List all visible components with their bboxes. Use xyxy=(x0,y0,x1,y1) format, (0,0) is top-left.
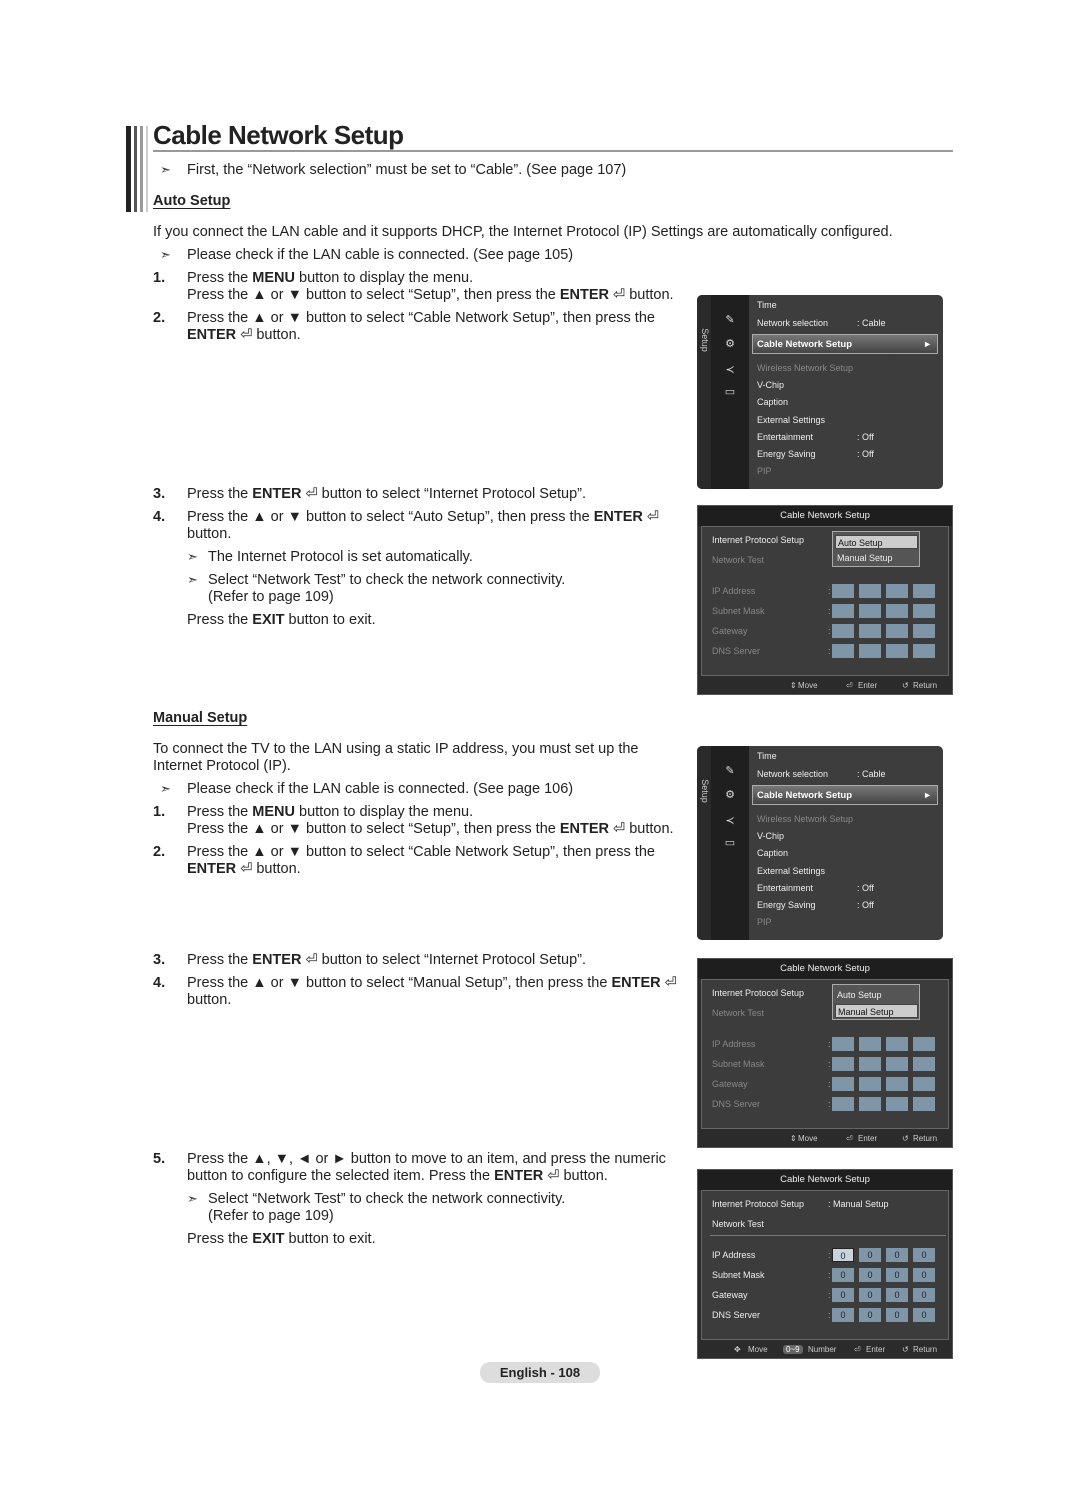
gateway-octet xyxy=(886,624,908,638)
colon: : xyxy=(828,606,831,616)
gateway-octet xyxy=(886,1077,908,1091)
menu-item-wireless[interactable]: Wireless Network Setup xyxy=(757,814,854,824)
m-step1-line2: Press the ▲ or ▼ button to select “Setup”, then press the ENTER ⏎ button. xyxy=(187,821,674,837)
menu-item-time[interactable]: Time xyxy=(757,300,777,310)
enter-icon: ⏎ xyxy=(646,509,660,525)
footer-return: Return xyxy=(913,1345,938,1354)
dns-octet xyxy=(859,1097,881,1111)
enter-icon: ⏎ xyxy=(846,681,853,690)
step-number: 4. xyxy=(153,975,166,991)
m-step2-line2: ENTER ⏎ button. xyxy=(187,861,301,877)
dns-octet xyxy=(832,644,854,658)
panel-title: Cable Network Setup xyxy=(698,959,952,979)
network-setup-panel-manual xyxy=(697,1169,953,1359)
ip-setup-value: : Manual Setup xyxy=(828,1199,889,1209)
gear-icon: ⚙ xyxy=(725,338,735,350)
input-icon: ▭ xyxy=(724,386,736,398)
step-number: 2. xyxy=(153,310,166,326)
gateway-octet xyxy=(913,624,935,638)
enter-icon: ⏎ xyxy=(613,821,626,837)
subnet-octet-input[interactable]: 0 xyxy=(886,1268,908,1282)
gateway-octet-input[interactable]: 0 xyxy=(859,1288,881,1302)
title-decoration-bar xyxy=(126,126,148,212)
move-icon: ✥ xyxy=(734,1345,741,1354)
footer-move: Move xyxy=(798,681,818,690)
menu-value: : Off xyxy=(857,449,874,459)
note-arrow-icon: ➣ xyxy=(160,247,171,262)
dns-octet-input[interactable]: 0 xyxy=(886,1308,908,1322)
panel-title: Cable Network Setup xyxy=(698,1170,952,1190)
gateway-label: Gateway xyxy=(712,1079,748,1089)
ip-setup-label[interactable]: Internet Protocol Setup xyxy=(712,988,805,998)
dns-octet xyxy=(832,1097,854,1111)
gateway-octet xyxy=(832,624,854,638)
note-arrow-icon: ➣ xyxy=(187,572,198,587)
menu-item-vchip[interactable]: V-Chip xyxy=(757,831,785,841)
network-test-label[interactable]: Network Test xyxy=(712,555,764,565)
intro-note: First, the “Network selection” must be set to “Cable”. (See page 107) xyxy=(187,162,627,178)
gateway-octet-input[interactable]: 0 xyxy=(886,1288,908,1302)
auto-note: Please check if the LAN cable is connected. (See page 105) xyxy=(187,247,574,263)
m-step5-line1: Press the ▲, ▼, ◄ or ► button to move to an item, and press the numeric xyxy=(187,1151,666,1167)
gateway-label: Gateway xyxy=(712,626,748,636)
input-icon: ▭ xyxy=(724,837,736,849)
ip-octet xyxy=(913,1037,935,1051)
ip-octet-input[interactable]: 0 xyxy=(913,1248,935,1262)
chevron-right-icon: ► xyxy=(923,790,932,800)
picture-icon: ✎ xyxy=(725,765,735,777)
note-arrow-icon: ➣ xyxy=(160,162,171,177)
gateway-octet xyxy=(859,624,881,638)
menu-item-energy[interactable]: Energy Saving xyxy=(757,449,816,459)
colon: : xyxy=(828,1270,831,1280)
ip-octet-input[interactable]: 0 xyxy=(886,1248,908,1262)
colon: : xyxy=(828,1039,831,1049)
subnet-octet xyxy=(832,604,854,618)
step-number: 4. xyxy=(153,509,166,525)
m-step5-line2: button to configure the selected item. Press the ENTER ⏎ button. xyxy=(187,1168,608,1184)
colon: : xyxy=(828,1079,831,1089)
footer-move: Move xyxy=(748,1345,768,1354)
step1-line2: Press the ▲ or ▼ button to select “Setup”, then press the ENTER ⏎ button. xyxy=(187,287,674,303)
menu-item-external[interactable]: External Settings xyxy=(757,866,826,876)
panel-footer xyxy=(698,676,952,694)
menu-item-energy[interactable]: Energy Saving xyxy=(757,900,816,910)
panel-body xyxy=(701,526,949,676)
footer-move: Move xyxy=(798,1134,818,1143)
ip-octet xyxy=(886,1037,908,1051)
footer-enter: Enter xyxy=(866,1345,886,1354)
manual-note-2-ref: (Refer to page 109) xyxy=(208,1208,334,1224)
setup-menu-screen xyxy=(697,295,943,489)
panel-footer xyxy=(698,1129,952,1147)
ip-octet xyxy=(832,584,854,598)
subnet-label: Subnet Mask xyxy=(712,606,765,616)
ip-address-label: IP Address xyxy=(712,586,756,596)
ip-octet xyxy=(859,584,881,598)
title-divider xyxy=(153,150,953,152)
subnet-octet xyxy=(859,1057,881,1071)
auto-setup-heading: Auto Setup xyxy=(153,193,231,209)
subnet-octet xyxy=(913,604,935,618)
colon: : xyxy=(828,586,831,596)
page-number-badge: English - 108 xyxy=(480,1362,600,1383)
menu-item-pip[interactable]: PIP xyxy=(757,466,772,476)
menu-item-caption[interactable]: Caption xyxy=(757,848,789,858)
dns-octet xyxy=(886,644,908,658)
option-manual-setup[interactable]: Manual Setup xyxy=(837,553,893,563)
ip-setup-dropdown[interactable] xyxy=(832,984,920,1020)
gateway-octet-input[interactable]: 0 xyxy=(913,1288,935,1302)
gear-icon: ⚙ xyxy=(725,789,735,801)
network-setup-panel xyxy=(697,505,953,695)
footer-return: Return xyxy=(913,1134,938,1143)
menu-item-cable-network-setup[interactable]: Cable Network Setup ► xyxy=(752,334,938,354)
page-title: Cable Network Setup xyxy=(153,120,404,150)
menu-side xyxy=(697,746,711,940)
menu-side xyxy=(697,295,711,489)
colon: : xyxy=(828,1290,831,1300)
manual-description-2: Internet Protocol (IP). xyxy=(153,758,291,774)
menu-item-caption[interactable]: Caption xyxy=(757,397,789,407)
menu-item-entertainment[interactable]: Entertainment xyxy=(757,883,814,893)
m-step1-line1: Press the MENU button to display the menu. xyxy=(187,804,474,820)
divider xyxy=(710,1235,946,1236)
return-icon: ↺ xyxy=(902,1345,909,1354)
return-icon: ↺ xyxy=(902,1134,909,1143)
footer-number: Number xyxy=(808,1345,837,1354)
option-manual-setup[interactable]: Manual Setup xyxy=(835,1004,918,1018)
step3-line: Press the ENTER ⏎ button to select “Internet Protocol Setup”. xyxy=(187,486,587,502)
panel-body xyxy=(701,1190,949,1340)
note-arrow-icon: ➣ xyxy=(187,549,198,564)
step-number: 3. xyxy=(153,952,166,968)
network-test-label[interactable]: Network Test xyxy=(712,1008,764,1018)
m-step2-line1: Press the ▲ or ▼ button to select “Cable Network Setup”, then press the xyxy=(187,844,655,860)
ip-octet xyxy=(913,584,935,598)
gateway-octet-input[interactable]: 0 xyxy=(832,1288,854,1302)
step4-line1: Press the ▲ or ▼ button to select “Auto Setup”, then press the ENTER ⏎ xyxy=(187,509,660,525)
exit-instruction: Press the EXIT button to exit. xyxy=(187,612,376,628)
network-setup-panel xyxy=(697,958,953,1148)
move-icon: ⇕ xyxy=(790,681,797,690)
gateway-label[interactable]: Gateway xyxy=(712,1290,748,1300)
subnet-octet xyxy=(913,1057,935,1071)
colon: : xyxy=(828,1250,831,1260)
gateway-octet xyxy=(832,1077,854,1091)
footer-enter: Enter xyxy=(858,1134,878,1143)
footer-return: Return xyxy=(913,681,938,690)
note-arrow-icon: ➣ xyxy=(187,1191,198,1206)
subnet-octet xyxy=(886,604,908,618)
ip-setup-dropdown[interactable] xyxy=(832,531,920,567)
setup-menu-screen xyxy=(697,746,943,940)
step2-line1: Press the ▲ or ▼ button to select “Cable Network Setup”, then press the xyxy=(187,310,655,326)
dns-octet xyxy=(886,1097,908,1111)
auto-description: If you connect the LAN cable and it supports DHCP, the Internet Protocol (IP) Settings are automatically configured. xyxy=(153,224,893,240)
gateway-octet xyxy=(913,1077,935,1091)
subnet-label[interactable]: Subnet Mask xyxy=(712,1270,765,1280)
dns-label: DNS Server xyxy=(712,646,761,656)
dns-octet xyxy=(913,1097,935,1111)
menu-value: : Cable xyxy=(857,769,886,779)
menu-item-network-selection[interactable]: Network selection xyxy=(757,318,829,328)
manual-note-2: Select “Network Test” to check the network connectivity. xyxy=(208,1191,566,1207)
ip-address-label[interactable]: IP Address xyxy=(712,1250,756,1260)
menu-value: : Off xyxy=(857,900,874,910)
menu-item-cable-network-setup[interactable]: Cable Network Setup ► xyxy=(752,785,938,805)
network-test-label[interactable]: Network Test xyxy=(712,1219,764,1229)
m-step4-line1: Press the ▲ or ▼ button to select “Manual Setup”, then press the ENTER ⏎ xyxy=(187,975,677,991)
dns-octet xyxy=(859,644,881,658)
enter-icon: ⏎ xyxy=(846,1134,853,1143)
ip-octet xyxy=(832,1037,854,1051)
ip-octet-input[interactable]: 0 xyxy=(859,1248,881,1262)
dns-octet xyxy=(913,644,935,658)
sound-icon: ≺ xyxy=(725,364,735,376)
subnet-octet-input[interactable]: 0 xyxy=(913,1268,935,1282)
dns-octet-input[interactable]: 0 xyxy=(832,1308,854,1322)
menu-value: : Cable xyxy=(857,318,886,328)
dns-label: DNS Server xyxy=(712,1099,761,1109)
subnet-octet xyxy=(886,1057,908,1071)
auto-note-2-ref: (Refer to page 109) xyxy=(208,589,334,605)
ip-setup-label[interactable]: Internet Protocol Setup xyxy=(712,1199,805,1209)
step-number: 3. xyxy=(153,486,166,502)
subnet-octet-input[interactable]: 0 xyxy=(859,1268,881,1282)
panel-title: Cable Network Setup xyxy=(698,506,952,526)
menu-item-vchip[interactable]: V-Chip xyxy=(757,380,785,390)
menu-item-wireless[interactable]: Wireless Network Setup xyxy=(757,363,854,373)
m-exit-instruction: Press the EXIT button to exit. xyxy=(187,1231,376,1247)
menu-item-network-selection[interactable]: Network selection xyxy=(757,769,829,779)
step2-line2: ENTER ⏎ button. xyxy=(187,327,301,343)
m-step4-line2: button. xyxy=(187,992,232,1008)
sound-icon: ≺ xyxy=(725,815,735,827)
panel-body xyxy=(701,979,949,1129)
dns-octet-input[interactable]: 0 xyxy=(913,1308,935,1322)
colon: : xyxy=(828,1059,831,1069)
ip-octet xyxy=(886,584,908,598)
menu-item-pip[interactable]: PIP xyxy=(757,917,772,927)
colon: : xyxy=(828,646,831,656)
auto-note-2: Select “Network Test” to check the network connectivity. xyxy=(208,572,566,588)
enter-icon: ⏎ xyxy=(305,486,318,502)
step1-line1: Press the MENU button to display the menu. xyxy=(187,270,474,286)
ip-octet-input[interactable]: 0 xyxy=(832,1248,854,1262)
enter-icon: ⏎ xyxy=(240,327,253,343)
dns-octet-input[interactable]: 0 xyxy=(859,1308,881,1322)
enter-icon: ⏎ xyxy=(305,952,318,968)
menu-item-time[interactable]: Time xyxy=(757,751,777,761)
enter-icon: ⏎ xyxy=(547,1168,560,1184)
menu-value: : Off xyxy=(857,883,874,893)
m-step3-line: Press the ENTER ⏎ button to select “Internet Protocol Setup”. xyxy=(187,952,587,968)
menu-item-entertainment[interactable]: Entertainment xyxy=(757,432,814,442)
enter-icon: ⏎ xyxy=(664,975,677,991)
panel-footer xyxy=(698,1340,952,1358)
colon: : xyxy=(828,626,831,636)
colon: : xyxy=(828,1099,831,1109)
picture-icon: ✎ xyxy=(725,314,735,326)
subnet-octet xyxy=(832,1057,854,1071)
ip-octet xyxy=(859,1037,881,1051)
option-auto-setup[interactable]: Auto Setup xyxy=(837,990,882,1000)
step-number: 5. xyxy=(153,1151,166,1167)
ip-setup-label[interactable]: Internet Protocol Setup xyxy=(712,535,805,545)
dns-label[interactable]: DNS Server xyxy=(712,1310,761,1320)
enter-icon: ⏎ xyxy=(240,861,253,877)
return-icon: ↺ xyxy=(902,681,909,690)
step-number: 1. xyxy=(153,804,166,820)
subnet-label: Subnet Mask xyxy=(712,1059,765,1069)
footer-enter: Enter xyxy=(858,681,878,690)
subnet-octet xyxy=(859,604,881,618)
step4-line2: button. xyxy=(187,526,232,542)
enter-icon: ⏎ xyxy=(613,287,626,303)
chevron-right-icon: ► xyxy=(923,339,932,349)
gateway-octet xyxy=(859,1077,881,1091)
menu-side-label: Setup xyxy=(699,328,710,352)
manual-setup-heading: Manual Setup xyxy=(153,710,248,726)
step-number: 2. xyxy=(153,844,166,860)
manual-note: Please check if the LAN cable is connected. (See page 106) xyxy=(187,781,574,797)
auto-note-1: The Internet Protocol is set automatically. xyxy=(208,549,473,565)
menu-item-external[interactable]: External Settings xyxy=(757,415,826,425)
enter-icon: ⏎ xyxy=(854,1345,861,1354)
option-auto-setup[interactable]: Auto Setup xyxy=(835,535,918,549)
number-key-badge: 0~9 xyxy=(783,1345,803,1354)
menu-side-label: Setup xyxy=(699,779,710,803)
colon: : xyxy=(828,1310,831,1320)
step-number: 1. xyxy=(153,270,166,286)
ip-address-label: IP Address xyxy=(712,1039,756,1049)
subnet-octet-input[interactable]: 0 xyxy=(832,1268,854,1282)
menu-value: : Off xyxy=(857,432,874,442)
manual-description-1: To connect the TV to the LAN using a static IP address, you must set up the xyxy=(153,741,639,757)
note-arrow-icon: ➣ xyxy=(160,781,171,796)
move-icon: ⇕ xyxy=(790,1134,797,1143)
